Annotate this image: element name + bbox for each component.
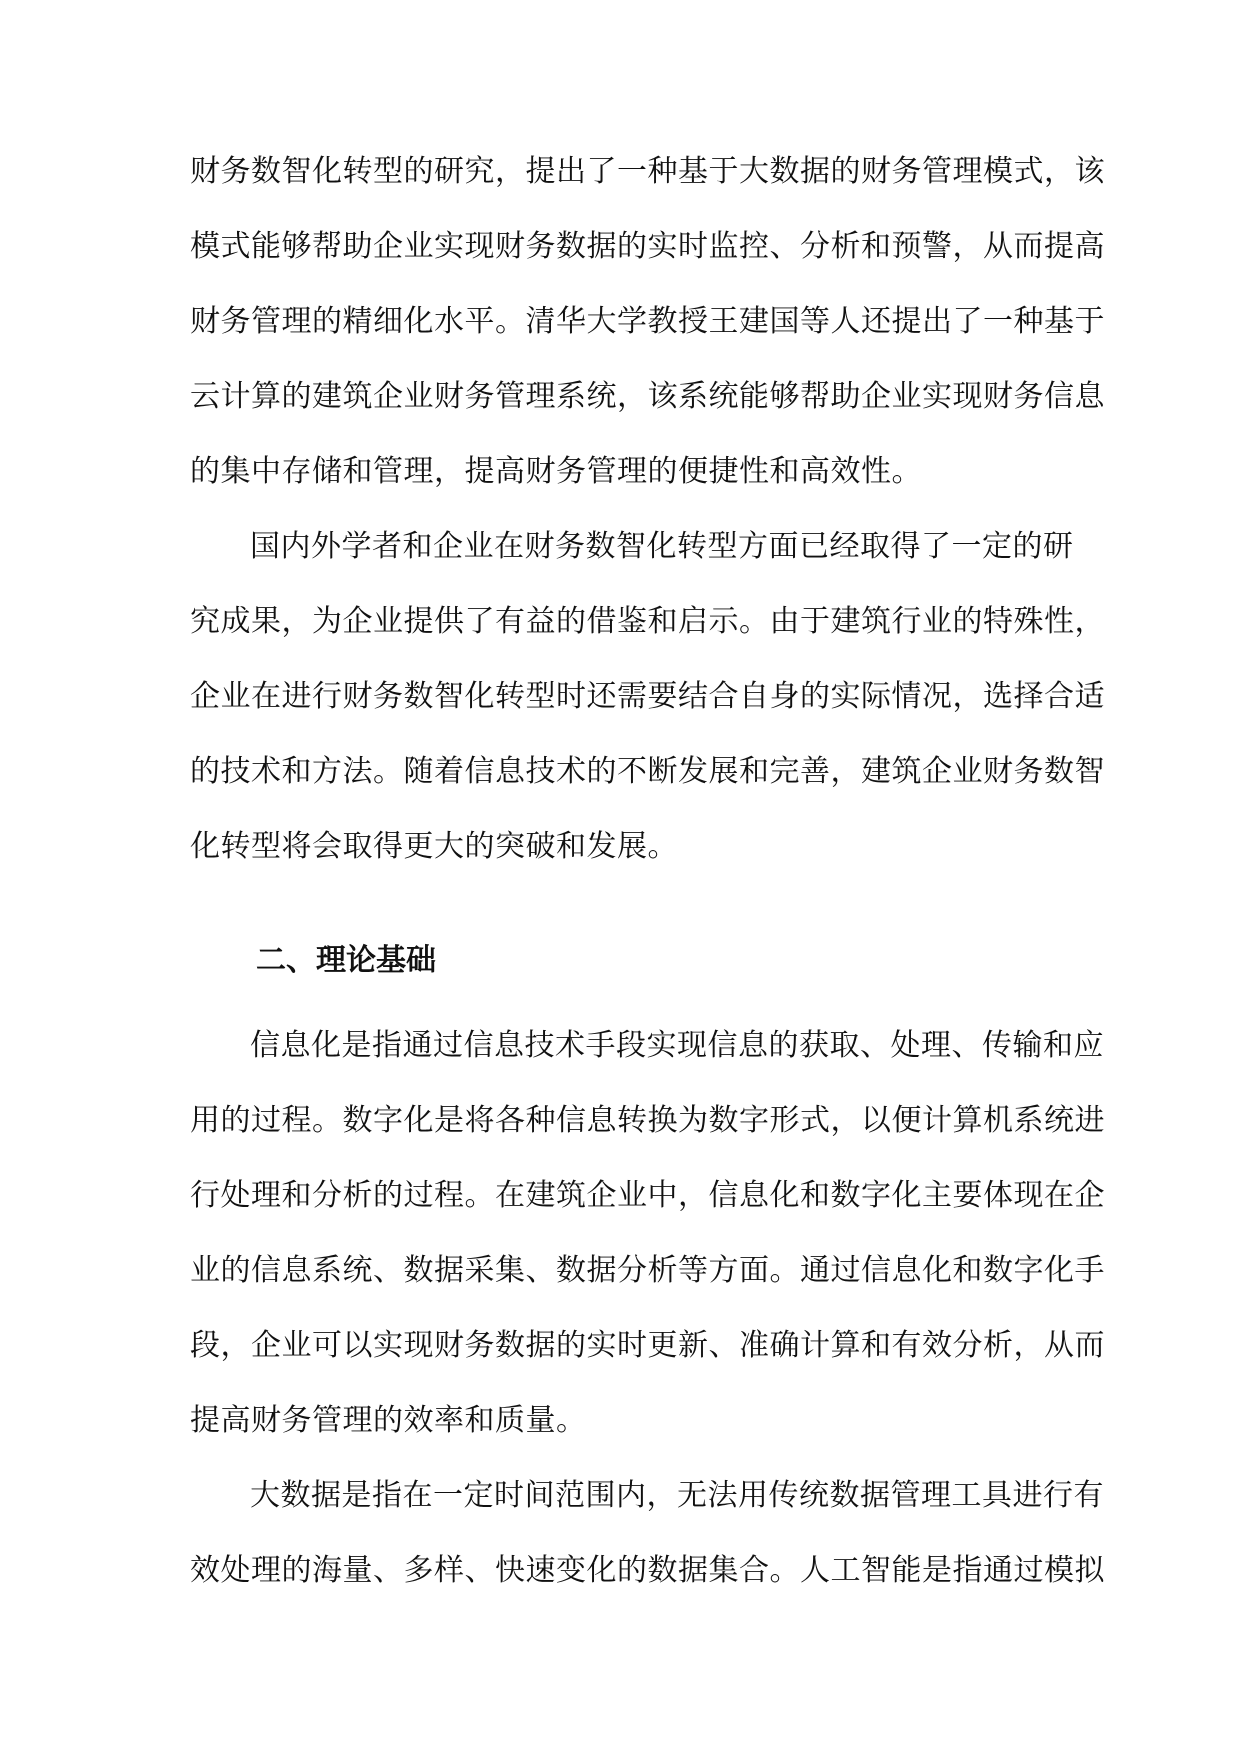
paragraph-3-line-1: 信息化是指通过信息技术手段实现信息的获取、处理、传输和应 [250,1028,1104,1063]
paragraph-3-line-3: 行处理和分析的过程。在建筑企业中，信息化和数字化主要体现在企 [190,1178,1105,1213]
paragraph-3-line-2: 用的过程。数字化是将各种信息转换为数字形式，以便计算机系统进 [190,1103,1105,1138]
paragraph-3-line-6: 提高财务管理的效率和质量。 [190,1403,587,1438]
paragraph-1-line-5: 的集中存储和管理，提高财务管理的便捷性和高效性。 [190,454,922,489]
section-heading: 二、理论基础 [256,943,436,978]
paragraph-2-line-2: 究成果，为企业提供了有益的借鉴和启示。由于建筑行业的特殊性， [190,604,1105,639]
paragraph-1-line-4: 云计算的建筑企业财务管理系统，该系统能够帮助企业实现财务信息 [190,379,1105,414]
paragraph-3-line-5: 段，企业可以实现财务数据的实时更新、准确计算和有效分析，从而 [190,1328,1105,1363]
paragraph-2-line-5: 化转型将会取得更大的突破和发展。 [190,829,678,864]
paragraph-2-line-4: 的技术和方法。随着信息技术的不断发展和完善，建筑企业财务数智 [190,754,1105,789]
paragraph-2-line-3: 企业在进行财务数智化转型时还需要结合自身的实际情况，选择合适 [190,679,1105,714]
paragraph-2-line-1: 国内外学者和企业在财务数智化转型方面已经取得了一定的研 [250,529,1074,564]
paragraph-4-line-2: 效处理的海量、多样、快速变化的数据集合。人工智能是指通过模拟 [190,1553,1105,1588]
paragraph-1-line-1: 财务数智化转型的研究，提出了一种基于大数据的财务管理模式，该 [190,154,1105,189]
paragraph-1-line-2: 模式能够帮助企业实现财务数据的实时监控、分析和预警，从而提高 [190,229,1105,264]
paragraph-3-line-4: 业的信息系统、数据采集、数据分析等方面。通过信息化和数字化手 [190,1253,1105,1288]
paragraph-4-line-1: 大数据是指在一定时间范围内，无法用传统数据管理工具进行有 [250,1478,1104,1513]
paragraph-1-line-3: 财务管理的精细化水平。清华大学教授王建国等人还提出了一种基于 [190,304,1105,339]
